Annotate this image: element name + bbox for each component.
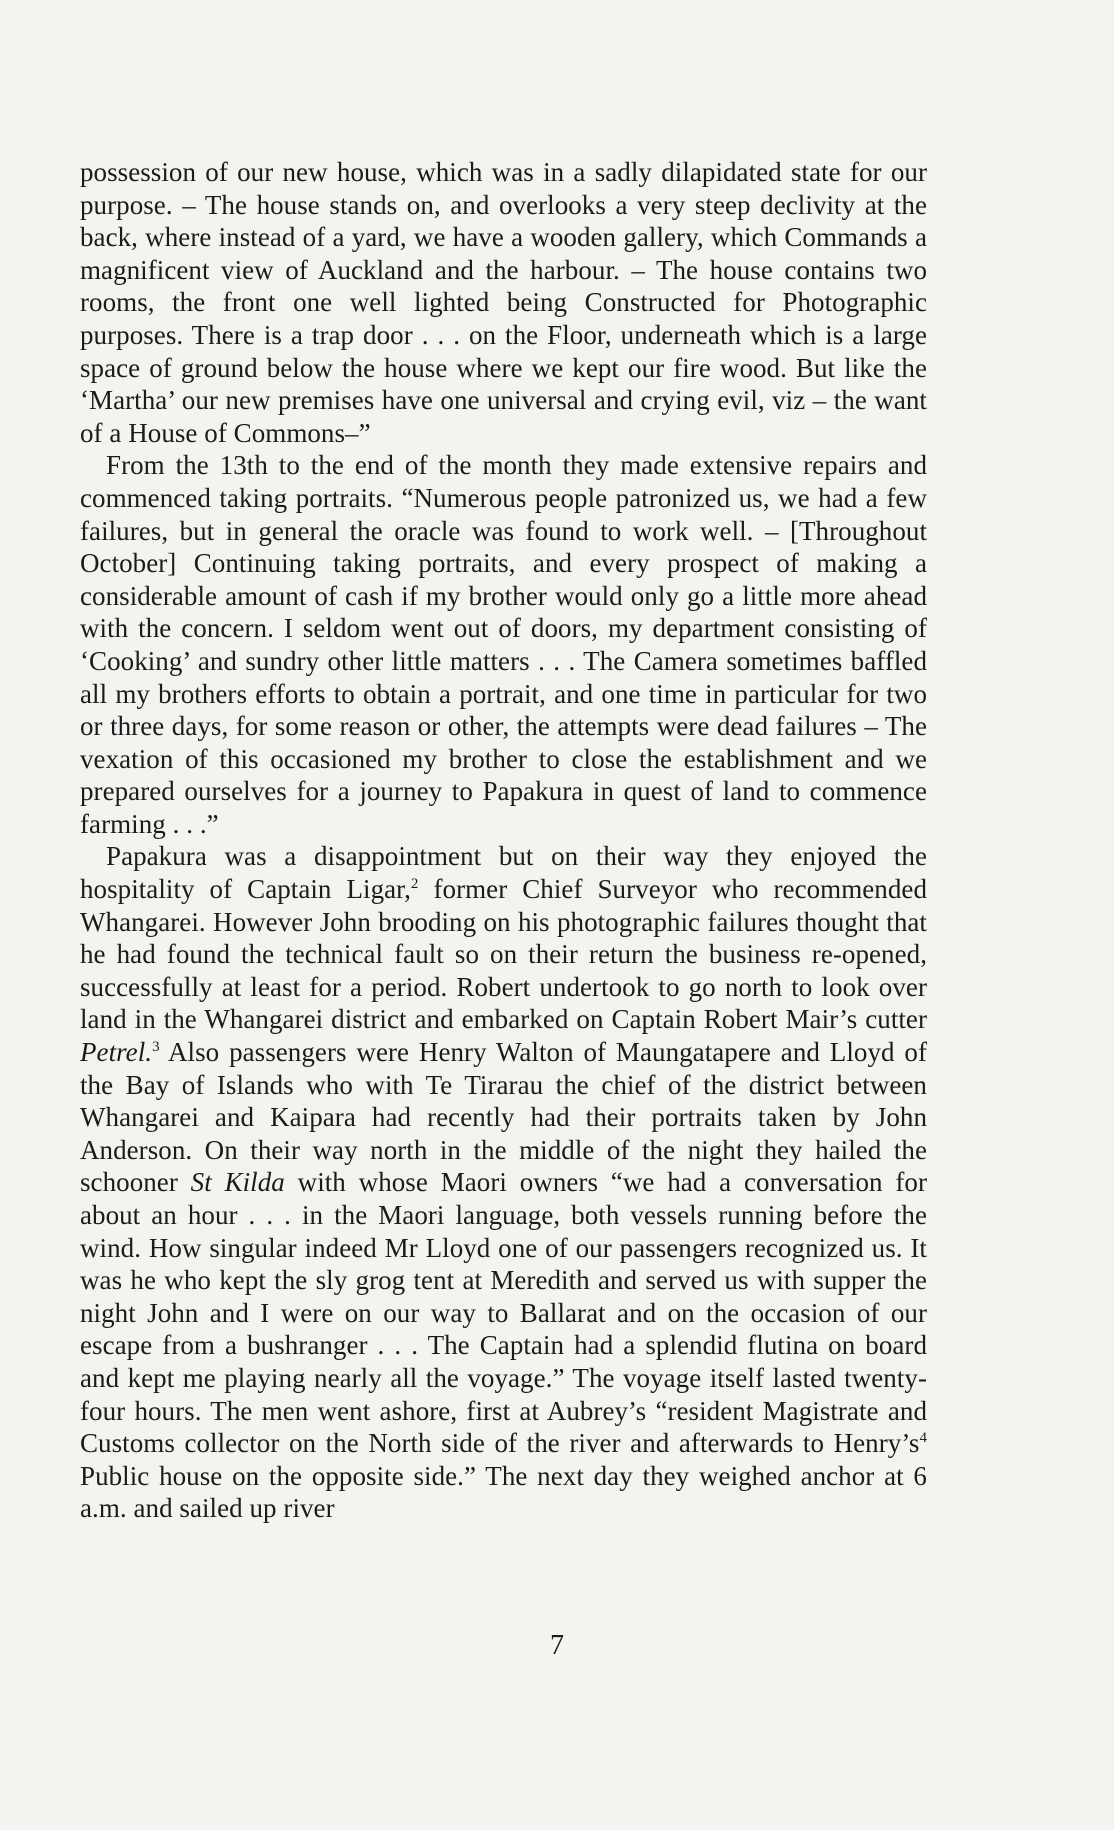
text-run: former Chief Surveyor who recommended Whangarei. However John brooding on his photographic failures thought that he had found the technical fault so on their return the business re-opened, successfully at least for a period. Robert undertook to go north to look over land in the Whangarei district and embarked on Captain Robert Mair’s cutter xyxy=(80,874,927,1035)
text-run: Also passengers were Henry Walton of Maungatapere and Lloyd of the Bay of Islands who with Te Tirarau the chief of the district between Whangarei and Kaipara had recently had their portraits taken by John Anderson. On their way north in the middle of the night they hailed the schooner xyxy=(80,1037,927,1198)
paragraph-1 xyxy=(80,156,927,449)
italic-title: Petrel. xyxy=(80,1037,153,1068)
page-number: 7 xyxy=(550,1630,564,1661)
footnote-marker: 2 xyxy=(410,876,419,893)
book-page xyxy=(80,156,927,1525)
paragraph-3 xyxy=(80,840,927,1524)
body-text xyxy=(80,156,927,1525)
footnote-marker: 4 xyxy=(919,1430,927,1447)
text-run: with whose Maori owners “we had a conversation for about an hour . . . in the Maori language, both vessels running before the wind. How singular indeed Mr Lloyd one of our passengers recognized us. It was he who kept the sly grog tent at Meredith and served us with supper the night John and I were on our way to Ballarat and on the occasion of our escape from a bushranger . . . The Captain had a splendid flutina on board and kept me playing nearly all the voyage.” The voyage itself lasted twenty-four hours. The men went ashore, first at Aubrey’s “resident Magistrate and Customs collector on the North side of the river and afterwards to Henry’s xyxy=(80,1167,927,1459)
text-run: From the 13th to the end of the month they made extensive repairs and commenced taking portraits. “Numerous people patronized us, we had a few failures, but in general the oracle was found to work well. – [Throughout October] Continuing taking portraits, and every prospect of making a considerable amount of cash if my brother would only go a little more ahead with the concern. I seldom went out of doors, my department consisting of ‘Cooking’ and sundry other little matters . . . The Camera sometimes baffled all my brothers efforts to obtain a portrait, and one time in particular for two or three days, for some reason or other, the attempts were dead failures – The vexation of this occasioned my brother to close the establishment and we prepared ourselves for a journey to Papakura in quest of land to commence farming . . .” xyxy=(80,450,927,839)
text-run: Papakura was a disappointment but on their way they enjoyed the hospitality of Captain Ligar, xyxy=(80,841,927,905)
text-run: possession of our new house, which was in a sadly dilapidated state for our purpose. – The house stands on, and overlooks a very steep declivity at the back, where instead of a yard, we have a wooden gallery, which Commands a magnificent view of Auckland and the harbour. – The house contains two rooms, the front one well lighted being Constructed for Photographic purposes. There is a trap door . . . on the Floor, underneath which is a large space of ground below the house where we kept our fire wood. But like the ‘Martha’ our new premises have one universal and crying evil, viz – the want of a House of Commons–” xyxy=(80,157,927,448)
footnote-marker: 3 xyxy=(152,1039,160,1056)
italic-title: St Kilda xyxy=(190,1167,285,1198)
text-run: Public house on the opposite side.” The next day they weighed anchor at 6 a.m. and sailed up river xyxy=(80,1460,927,1524)
paragraph-2 xyxy=(80,449,927,840)
